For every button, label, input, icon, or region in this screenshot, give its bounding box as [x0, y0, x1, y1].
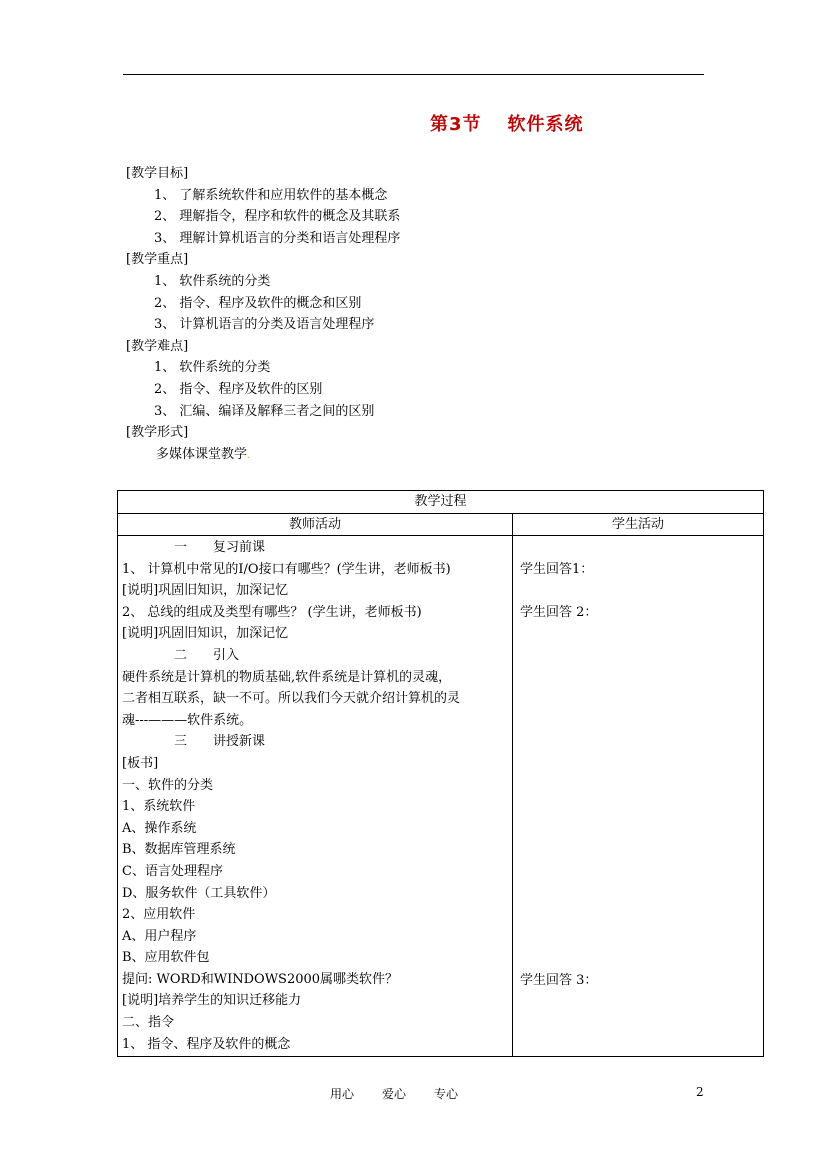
- section-number: 第3节: [430, 114, 482, 135]
- footer-item: 爱心: [382, 1087, 407, 1101]
- footer-item: 专心: [434, 1087, 459, 1101]
- footer-motto: [330, 1085, 486, 1102]
- outline-item: 3、 计算机语言的分类及语言处理程序: [154, 317, 375, 333]
- outline-item: 3、 理解计算机语言的分类和语言处理程序: [154, 230, 401, 246]
- teacher-column-header: 教师活动: [118, 514, 513, 536]
- teacher-line: [说明]巩固旧知识，加深记忆: [122, 583, 289, 599]
- student-answer: 学生回答1：: [520, 562, 594, 577]
- section-name: 软件系统: [507, 114, 584, 135]
- teacher-line: 1、系统软件: [122, 799, 196, 815]
- outline-item: 3、 汇编、编译及解释三者之间的区别: [154, 403, 375, 419]
- teacher-line: 三 讲授新课: [122, 734, 266, 750]
- teacher-line: 一 复习前课: [122, 540, 266, 555]
- teacher-line: 提问: WORD和WINDOWS2000属哪类软件？: [122, 971, 399, 987]
- teacher-line: D、服务软件（工具软件）: [122, 885, 276, 901]
- section-title: [430, 110, 584, 136]
- teacher-line: 魂---———软件系统。: [122, 712, 253, 728]
- outline-heading: [教学重点]: [126, 252, 189, 268]
- outline-item: 1、 了解系统软件和应用软件的基本概念: [154, 187, 388, 203]
- teacher-line: 一、软件的分类: [122, 777, 214, 793]
- process-table: [117, 490, 764, 1057]
- outline-heading: [教学难点]: [126, 338, 189, 354]
- teacher-line: 2、应用软件: [122, 907, 196, 923]
- teacher-line: 硬件系统是计算机的物质基础,软件系统是计算机的灵魂，: [122, 669, 452, 685]
- outline-item: 2、 指令、程序及软件的区别: [154, 381, 323, 397]
- teacher-line: C、语言处理程序: [122, 863, 223, 879]
- footer-item: 用心: [330, 1087, 355, 1101]
- table-header: 教学过程: [118, 491, 764, 514]
- teacher-line: 二 引入: [122, 647, 240, 663]
- outline-item: 1、 软件系统的分类: [154, 273, 271, 289]
- outline-item: 2、 理解指令，程序和软件的概念及其联系: [154, 209, 401, 225]
- teacher-line: A、用户程序: [122, 928, 197, 944]
- header-rule: [123, 74, 704, 75]
- student-answer: 学生回答 3：: [520, 973, 598, 988]
- teacher-line: [板书]: [122, 755, 159, 771]
- teacher-line: B、应用软件包: [122, 950, 210, 966]
- teacher-line: B、数据库管理系统: [122, 842, 236, 858]
- teacher-line: [说明]巩固旧知识，加深记忆: [122, 626, 289, 642]
- outline-item: 1、 软件系统的分类: [154, 360, 271, 376]
- outline-text: 多媒体课堂教学.: [156, 446, 251, 462]
- page-number: 2: [696, 1085, 704, 1099]
- teacher-line: 二、指令: [122, 1015, 175, 1031]
- teacher-line: [说明]培养学生的知识迁移能力: [122, 993, 302, 1009]
- lesson-outline: [126, 163, 686, 466]
- teacher-line: 2、 总线的组成及类型有哪些？ (学生讲，老师板书): [122, 604, 422, 620]
- student-column-header: 学生活动: [513, 514, 764, 536]
- outline-heading: [教学目标]: [126, 166, 189, 181]
- outline-heading: [教学形式]: [126, 425, 189, 441]
- teacher-line: 二者相互联系，缺一不可。所以我们今天就介绍计算机的灵: [122, 691, 461, 707]
- teacher-line: A、操作系统: [122, 820, 197, 836]
- teacher-line: 1、 计算机中常见的I/O接口有哪些？(学生讲，老师板书): [122, 561, 451, 577]
- student-activities: [513, 536, 764, 1057]
- student-answer: 学生回答 2：: [520, 605, 598, 620]
- teacher-activities: [118, 536, 513, 1057]
- teacher-line: 1、 指令、程序及软件的概念: [122, 1036, 291, 1052]
- outline-item: 2、 指令、程序及软件的概念和区别: [154, 295, 362, 311]
